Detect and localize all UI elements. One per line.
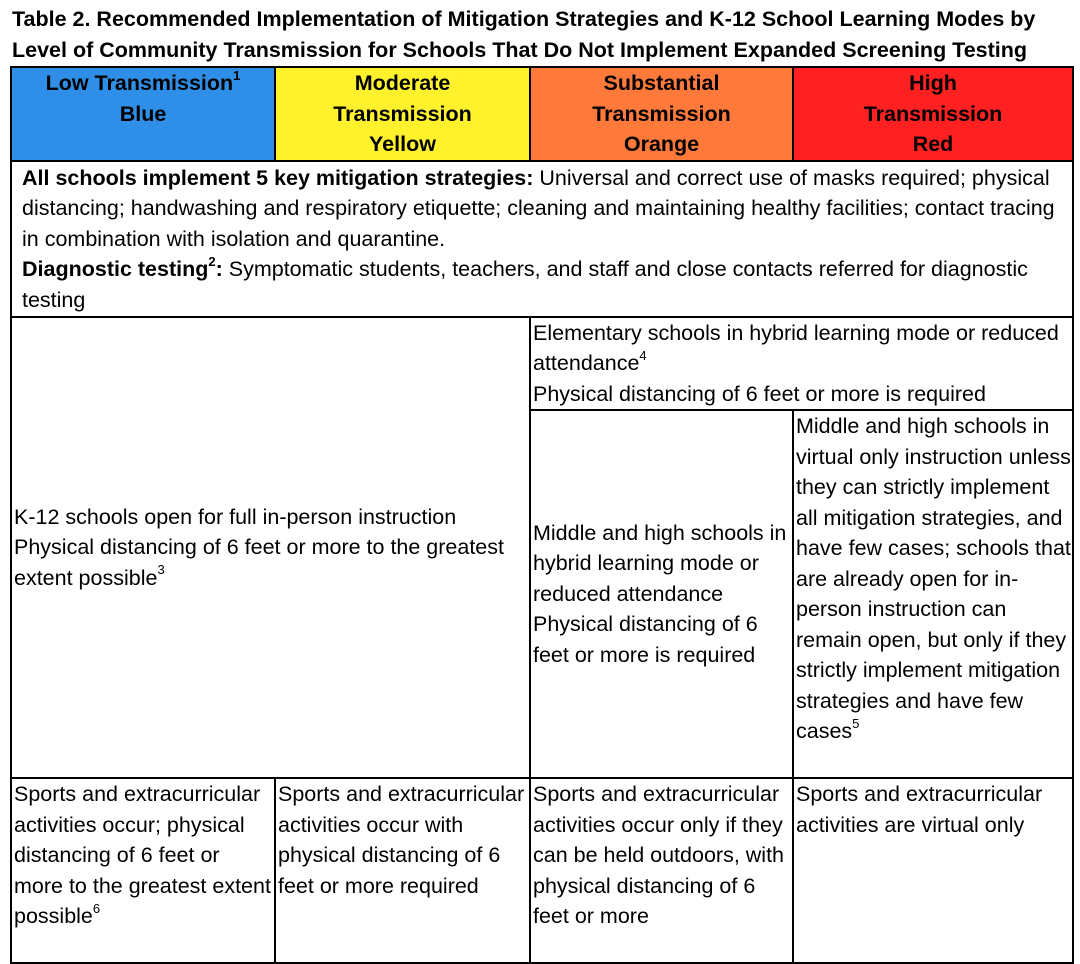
header-moderate-line1: Moderate bbox=[354, 71, 451, 95]
middle-high-hybrid-text: Middle and high schools in hybrid learning mode or reduced attendance Physical distancing of 6 feet or more is required bbox=[533, 520, 787, 667]
footnote-4: 4 bbox=[639, 347, 647, 363]
header-moderate-line3: Yellow bbox=[369, 132, 436, 156]
header-high-line2: Transmission bbox=[863, 101, 1003, 126]
diagnostic-testing-heading: Diagnostic testing bbox=[22, 257, 209, 281]
elementary-distancing-text: Physical distancing of 6 feet or more is required bbox=[533, 381, 986, 406]
middle-high-virtual-text: Middle and high schools in virtual only instruction unless they can strictly implement all mitigation strategies, and have few cases; schools that are already open for in-person instruction can remain open, but only if they strictly implement mitigation strategies and have few cases bbox=[796, 414, 1071, 743]
middle-high-high-cell bbox=[793, 410, 1073, 778]
header-low-transmission bbox=[11, 67, 275, 161]
learning-low-moderate-cell bbox=[11, 317, 530, 779]
elementary-hybrid-text: Elementary schools in hybrid learning mode or reduced attendance bbox=[533, 320, 1059, 375]
elementary-hybrid-cell bbox=[530, 317, 1073, 411]
header-substantial-line1: Substantial bbox=[603, 71, 720, 95]
k12-distancing-text: Physical distancing of 6 feet or more to the greatest extent possible bbox=[14, 535, 504, 590]
sports-high-text: Sports and extracurricular activities are virtual only bbox=[796, 782, 1043, 837]
sports-moderate-cell bbox=[275, 778, 530, 963]
diagnostic-testing-text: Symptomatic students, teachers, and staff and close contacts referred for diagnostic testing bbox=[22, 257, 1028, 312]
mitigation-strategies-text: Universal and correct use of masks required; physical distancing; handwashing and respiratory etiquette; cleaning and maintaining healthy facilities; contact tracing in combination with isolation and quarantine. bbox=[22, 165, 1055, 251]
header-high-line3: Red bbox=[912, 132, 954, 156]
header-low-line1: Low Transmission bbox=[45, 71, 234, 95]
k12-full-in-person: K-12 schools open for full in-person instruction bbox=[14, 504, 457, 529]
mitigation-strategies-heading: All schools implement 5 key mitigation strategies: bbox=[22, 165, 534, 190]
header-high-transmission bbox=[793, 67, 1073, 161]
header-substantial-line2: Transmission bbox=[592, 101, 731, 126]
table-title-line-1: Table 2. Recommended Implementation of Mitigation Strategies and K-12 School Learning Modes by bbox=[12, 7, 1036, 31]
mitigation-table bbox=[10, 66, 1074, 964]
footnote-6: 6 bbox=[92, 900, 101, 916]
footnote-2: 2 bbox=[208, 253, 216, 269]
header-low-line2: Blue bbox=[119, 101, 167, 126]
footnote-1: 1 bbox=[233, 67, 241, 83]
elementary-row bbox=[11, 317, 1073, 411]
sports-low-text: Sports and extracurricular activities occur; physical distancing of 6 feet or more to the greatest extent possible bbox=[14, 782, 271, 928]
header-row bbox=[11, 67, 1073, 161]
sports-row bbox=[11, 778, 1073, 963]
header-substantial-transmission bbox=[530, 67, 793, 161]
sports-high-cell bbox=[793, 778, 1073, 963]
sports-substantial-text: Sports and extracurricular activities occur only if they can be held outdoors, with physical distancing of 6 feet or more bbox=[533, 782, 784, 928]
header-moderate-line2: Transmission bbox=[333, 101, 472, 126]
mitigation-row bbox=[11, 161, 1073, 317]
middle-high-substantial-cell bbox=[530, 410, 793, 778]
footnote-5: 5 bbox=[852, 715, 860, 731]
sports-low-cell bbox=[11, 778, 275, 963]
header-high-line1: High bbox=[909, 71, 957, 95]
table-title bbox=[12, 4, 1072, 66]
table-title-line-2: Level of Community Transmission for Schools That Do Not Implement Expanded Screening Testing bbox=[12, 38, 1028, 62]
header-substantial-line3: Orange bbox=[623, 132, 700, 156]
sports-moderate-text: Sports and extracurricular activities occur with physical distancing of 6 feet or more required bbox=[278, 782, 525, 898]
header-moderate-transmission bbox=[275, 67, 530, 161]
mitigation-cell: All schools implement 5 key mitigation strategies: Universal and correct use of masks required; physical distancing; handwashing and respiratory etiquette; cleaning and maintaining healthy facilities; contact tracing in combination with isolation and quarantine. Diagnostic testing$^2$: Symptomatic students, teachers, and staff and close contacts referred for diagnostic testing bbox=[11, 161, 1073, 317]
sports-substantial-cell bbox=[530, 778, 793, 963]
footnote-3: 3 bbox=[157, 562, 165, 578]
